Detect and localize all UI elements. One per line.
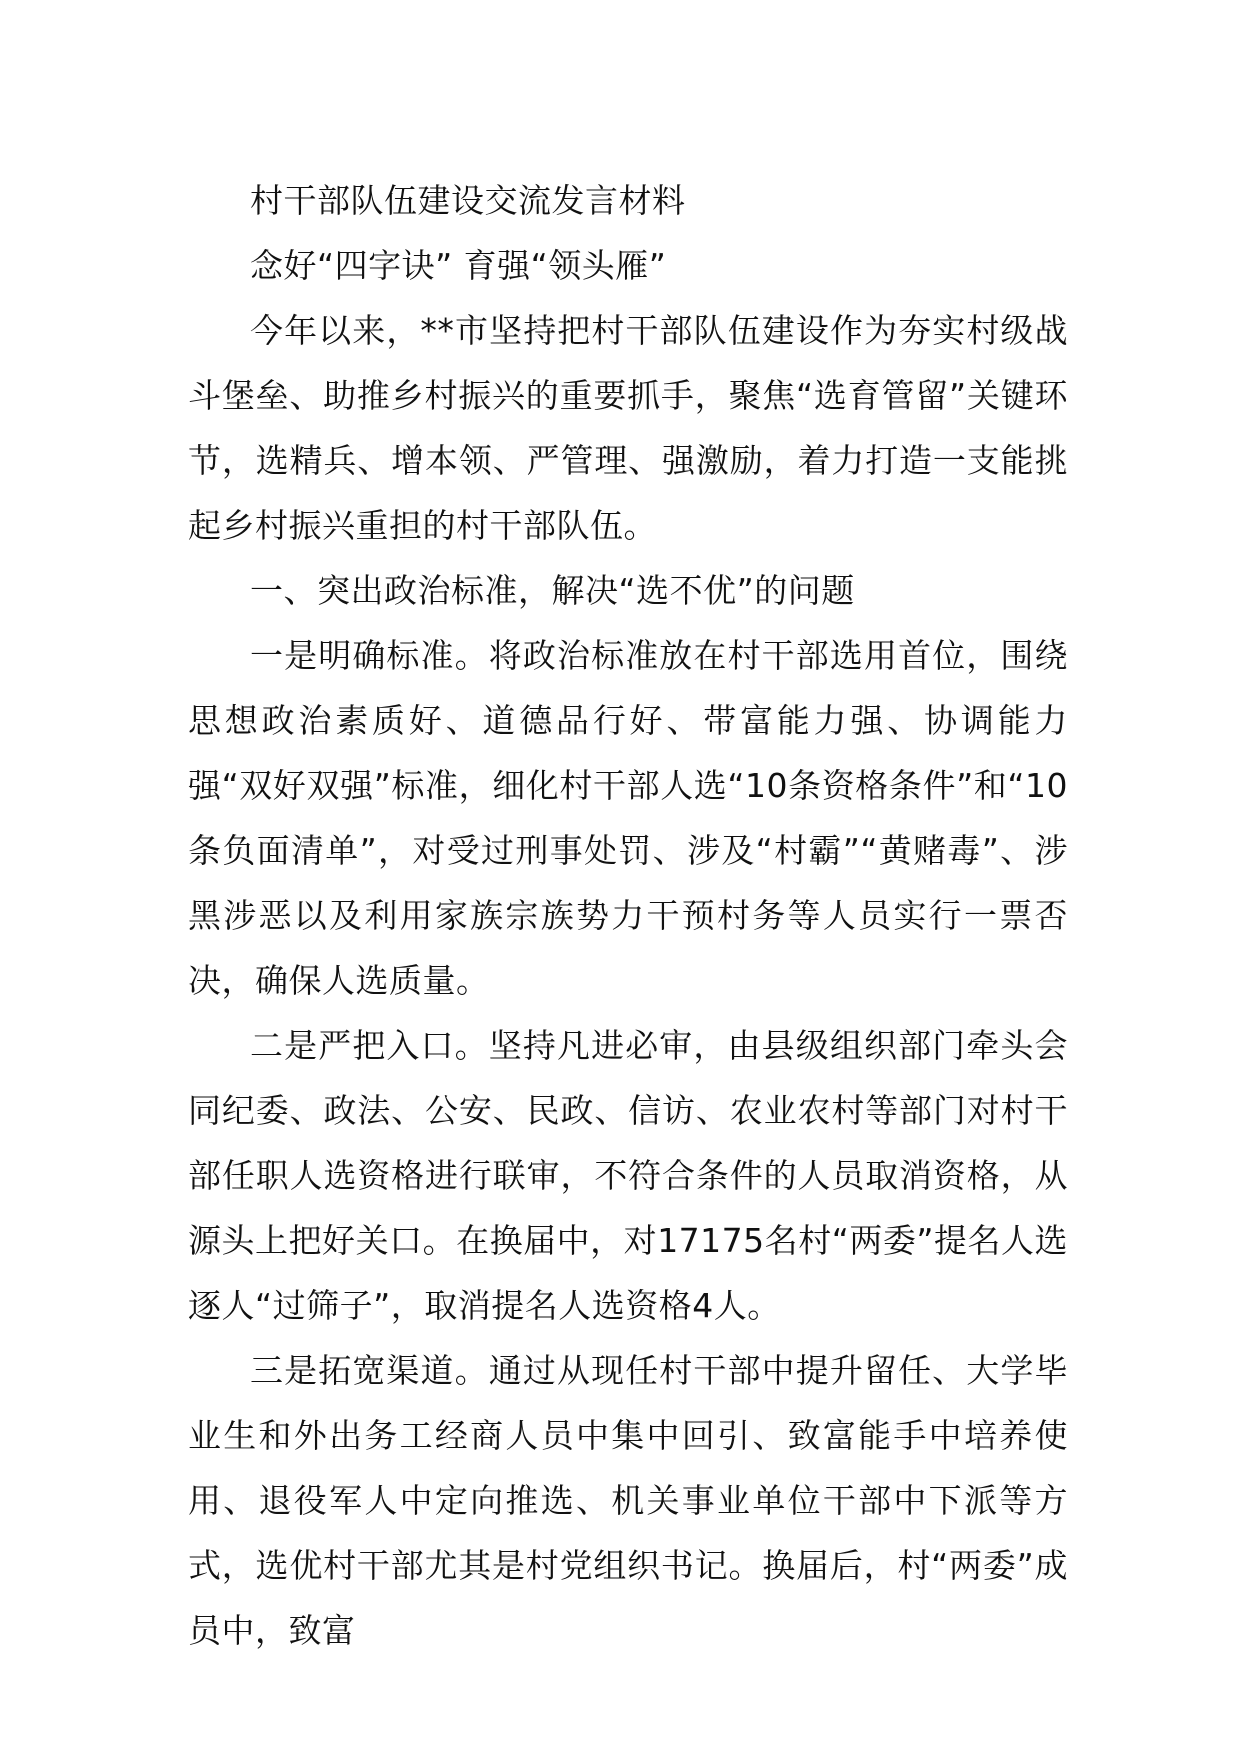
document-title: 村干部队伍建设交流发言材料	[250, 181, 686, 220]
paragraph-intro: 今年以来，**市坚持把村干部队伍建设作为夯实村级战斗堡垒、助推乡村振兴的重要抓手，聚焦“选育管留”关键环节，选精兵、增本领、严管理、强激励，着力打造一支能挑起乡村振兴重担的村干部队伍。	[188, 311, 1068, 545]
paragraph-channels: 三是拓宽渠道。通过从现任村干部中提升留任、大学毕业生和外出务工经商人员中集中回引、致富能手中培养使用、退役军人中定向推选、机关事业单位干部中下派等方式，选优村干部尤其是村党组织书记。换届后，村“两委”成员中，致富	[188, 1351, 1068, 1650]
paragraph-entrance: 二是严把入口。坚持凡进必审，由县级组织部门牵头会同纪委、政法、公安、民政、信访、农业农村等部门对村干部任职人选资格进行联审，不符合条件的人员取消资格，从源头上把好关口。在换届中，对17175名村“两委”提名人选逐人“过筛子”，取消提名人选资格4人。	[188, 1026, 1068, 1325]
paragraph-standards: 一是明确标准。将政治标准放在村干部选用首位，围绕思想政治素质好、道德品行好、带富能力强、协调能力强“双好双强”标准，细化村干部人选“10条资格条件”和“10条负面清单”，对受过刑事处罚、涉及“村霸”“黄赌毒”、涉黑涉恶以及利用家族宗族势力干预村务等人员实行一票否决，确保人选质量。	[188, 636, 1068, 1000]
document-body	[188, 168, 1068, 1663]
section-heading-1: 一、突出政治标准，解决“选不优”的问题	[250, 571, 855, 610]
document-subtitle: 念好“四字诀” 育强“领头雁”	[250, 246, 667, 285]
